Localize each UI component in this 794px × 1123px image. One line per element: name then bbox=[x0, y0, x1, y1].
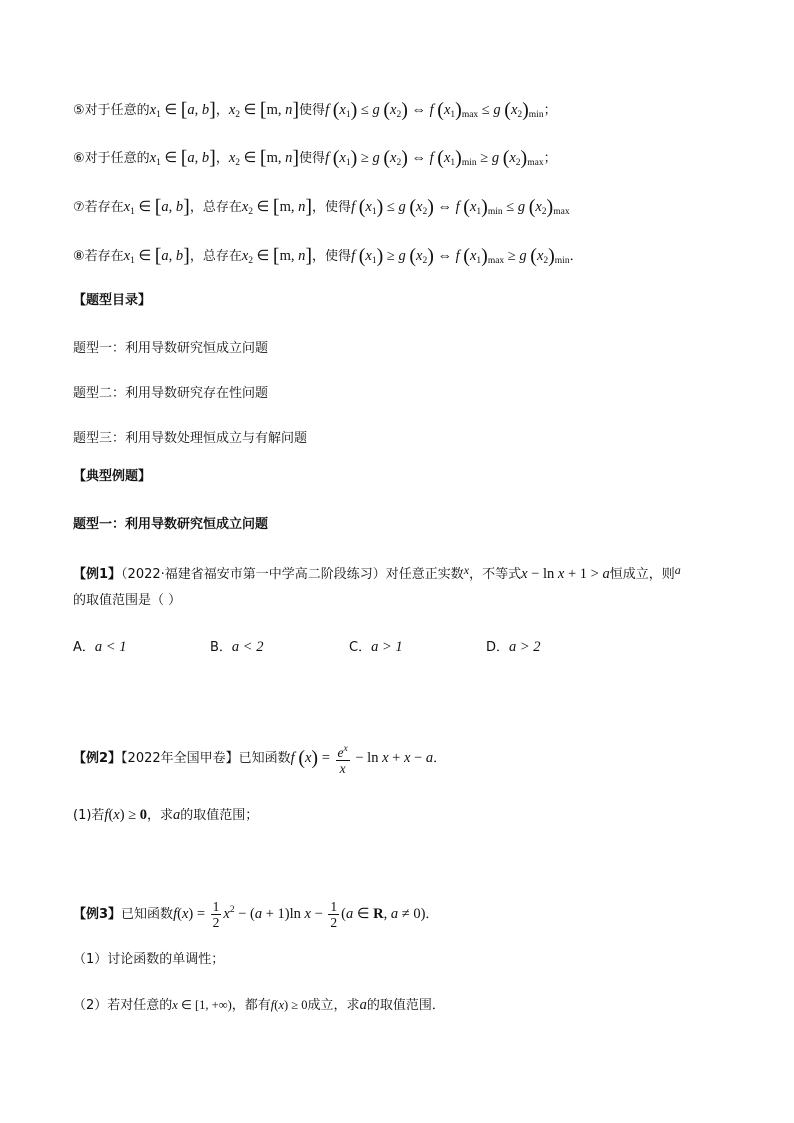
item-5-formula-b: $x_2$ ∈ [m, n] bbox=[228, 99, 300, 121]
item-5-formula: $x_1$ ∈ [a, b] bbox=[149, 99, 216, 121]
option-letter: A． bbox=[73, 640, 95, 655]
fraction: $\frac{1}{2}$ bbox=[212, 899, 220, 931]
example-1-line-2: 的取值范围是（ ） bbox=[73, 593, 182, 608]
period: ． bbox=[425, 907, 439, 922]
example-2-intro: 已知函数 bbox=[238, 751, 291, 766]
item-8-relation: f $(x_1) \ge g$ $(x_2)$ ⇔ f $(x_1)_{max} \ge g$ $(x_2)_{min}$ bbox=[351, 245, 570, 267]
item-5-label: ⑤对于任意的 bbox=[73, 103, 150, 118]
item-7-relation: f $(x_1) \le g$ $(x_2)$ ⇔ f $(x_1)_{min} \le g$ $(x_2)_{max}$ bbox=[351, 196, 570, 218]
option-d[interactable] bbox=[486, 638, 541, 657]
item-6-relation: f $(x_1) \ge g$ $(x_2)$ ⇔ f $(x_1)_{min} \ge g$ $(x_2)_{max}$ bbox=[325, 147, 544, 169]
option-a[interactable] bbox=[73, 638, 126, 657]
total-exists: ，总存在 bbox=[189, 200, 242, 215]
option-expr: a < 2 bbox=[231, 639, 264, 655]
var-a: a bbox=[674, 563, 681, 577]
q1-mid: ，求 bbox=[147, 808, 174, 823]
item-8 bbox=[73, 247, 583, 270]
example-3-tag: 【例3】 bbox=[73, 907, 122, 922]
catalog-type-1: 题型一：利用导数研究恒成立问题 bbox=[73, 341, 269, 356]
item-7-formula: $x_1$ ∈ [a, b] bbox=[123, 196, 190, 218]
such-that: 使得 bbox=[299, 151, 326, 166]
catalog-type-3: 题型三：利用导数处理恒成立与有解问题 bbox=[73, 431, 308, 446]
period: ． bbox=[569, 249, 583, 264]
example-1-inequality: x − ln x + 1 > a bbox=[521, 566, 610, 582]
example-2-source: 【2022年全国甲卷】 bbox=[121, 751, 239, 766]
item-5 bbox=[73, 101, 557, 124]
fraction: $\frac{1}{2}$ bbox=[330, 899, 338, 931]
semicolon: ； bbox=[543, 103, 557, 118]
option-expr: a < 1 bbox=[94, 639, 127, 655]
comma: ， bbox=[215, 151, 229, 166]
var-a: a bbox=[173, 807, 181, 823]
item-6 bbox=[73, 149, 557, 172]
item-6-formula: $x_1$ ∈ [a, b] bbox=[149, 147, 216, 169]
option-expr: a > 2 bbox=[509, 639, 541, 655]
item-5-relation: f $(x_1) \le g$ $(x_2)$ ⇔ f $(x_1)_{max} \le g$ $(x_2)_{min}$ bbox=[325, 99, 544, 121]
example-1-line-1 bbox=[73, 561, 681, 584]
option-letter: D． bbox=[486, 640, 510, 655]
item-7-formula-b: $x_2$ ∈ [m, n] bbox=[241, 196, 313, 218]
type-1-heading: 题型一：利用导数研究恒成立问题 bbox=[73, 517, 269, 532]
examples-title: 【典型例题】 bbox=[73, 469, 152, 484]
example-1-mid: ，不等式 bbox=[469, 567, 522, 582]
example-2-line bbox=[73, 741, 446, 776]
option-b[interactable] bbox=[210, 638, 263, 657]
option-c[interactable] bbox=[349, 638, 403, 657]
option-letter: B． bbox=[210, 640, 232, 655]
example-3-line bbox=[73, 893, 438, 932]
comma-such-that: ，使得 bbox=[312, 200, 352, 215]
item-8-formula: $x_1$ ∈ [a, b] bbox=[123, 245, 190, 267]
such-that: 使得 bbox=[299, 103, 326, 118]
q1-prefix: (1)若 bbox=[73, 808, 105, 823]
catalog-title: 【题型目录】 bbox=[73, 293, 152, 308]
catalog-type-2: 题型二：利用导数研究存在性问题 bbox=[73, 386, 269, 401]
example-1-tail: 恒成立，则 bbox=[609, 567, 675, 582]
comma: ， bbox=[215, 103, 229, 118]
item-8-label: ⑧若存在 bbox=[73, 249, 124, 264]
q2-domain: x ∈ [1, +∞) bbox=[172, 998, 232, 1012]
comma-such-that: ，使得 bbox=[312, 249, 352, 264]
item-8-formula-b: $x_2$ ∈ [m, n] bbox=[241, 245, 313, 267]
example-3-q2 bbox=[73, 996, 445, 1015]
example-3-intro: 已知函数 bbox=[121, 907, 174, 922]
example-1-source: （2022·福建省福安市第一中学高二阶段练习）对任意正实数 bbox=[121, 567, 464, 582]
example-2-q1 bbox=[73, 806, 258, 825]
q2-end: 的取值范围． bbox=[366, 998, 445, 1013]
example-1-tag: 【例1】 bbox=[73, 567, 122, 582]
var-a: a bbox=[359, 997, 367, 1013]
example-3-function: f(x) = $\frac{1}{2}$ $x^2 - (a + 1)\ln$ x − $\frac{1}{2}$ (a ∈ R, a ≠ 0) bbox=[173, 899, 426, 931]
q2-condition: f(x) ≥ 0 bbox=[270, 998, 308, 1012]
fraction: $\frac{e^x}{x}$ bbox=[337, 743, 348, 776]
q2-mid: ，都有 bbox=[231, 998, 271, 1013]
var-x: x bbox=[463, 563, 470, 577]
period: ． bbox=[433, 751, 447, 766]
item-7-label: ⑦若存在 bbox=[73, 200, 124, 215]
example-2-function: f (x) = $\frac{e^x}{x}$ − ln x + x − a bbox=[290, 743, 434, 776]
q1-condition: f(x) ≥ 0 bbox=[104, 807, 148, 823]
item-6-label: ⑥对于任意的 bbox=[73, 151, 150, 166]
item-7 bbox=[73, 198, 570, 221]
item-6-formula-b: $x_2$ ∈ [m, n] bbox=[228, 147, 300, 169]
option-letter: C． bbox=[349, 640, 372, 655]
option-expr: a > 1 bbox=[371, 639, 403, 655]
semicolon: ； bbox=[543, 151, 557, 166]
example-3-q1: （1）讨论函数的单调性； bbox=[73, 952, 225, 967]
example-2-tag: 【例2】 bbox=[73, 751, 122, 766]
q1-tail: 的取值范围； bbox=[180, 808, 259, 823]
q2-tail: 成立，求 bbox=[307, 998, 360, 1013]
example-1-options bbox=[73, 638, 633, 658]
q2-prefix: （2）若对任意的 bbox=[73, 998, 173, 1013]
total-exists: ，总存在 bbox=[189, 249, 242, 264]
